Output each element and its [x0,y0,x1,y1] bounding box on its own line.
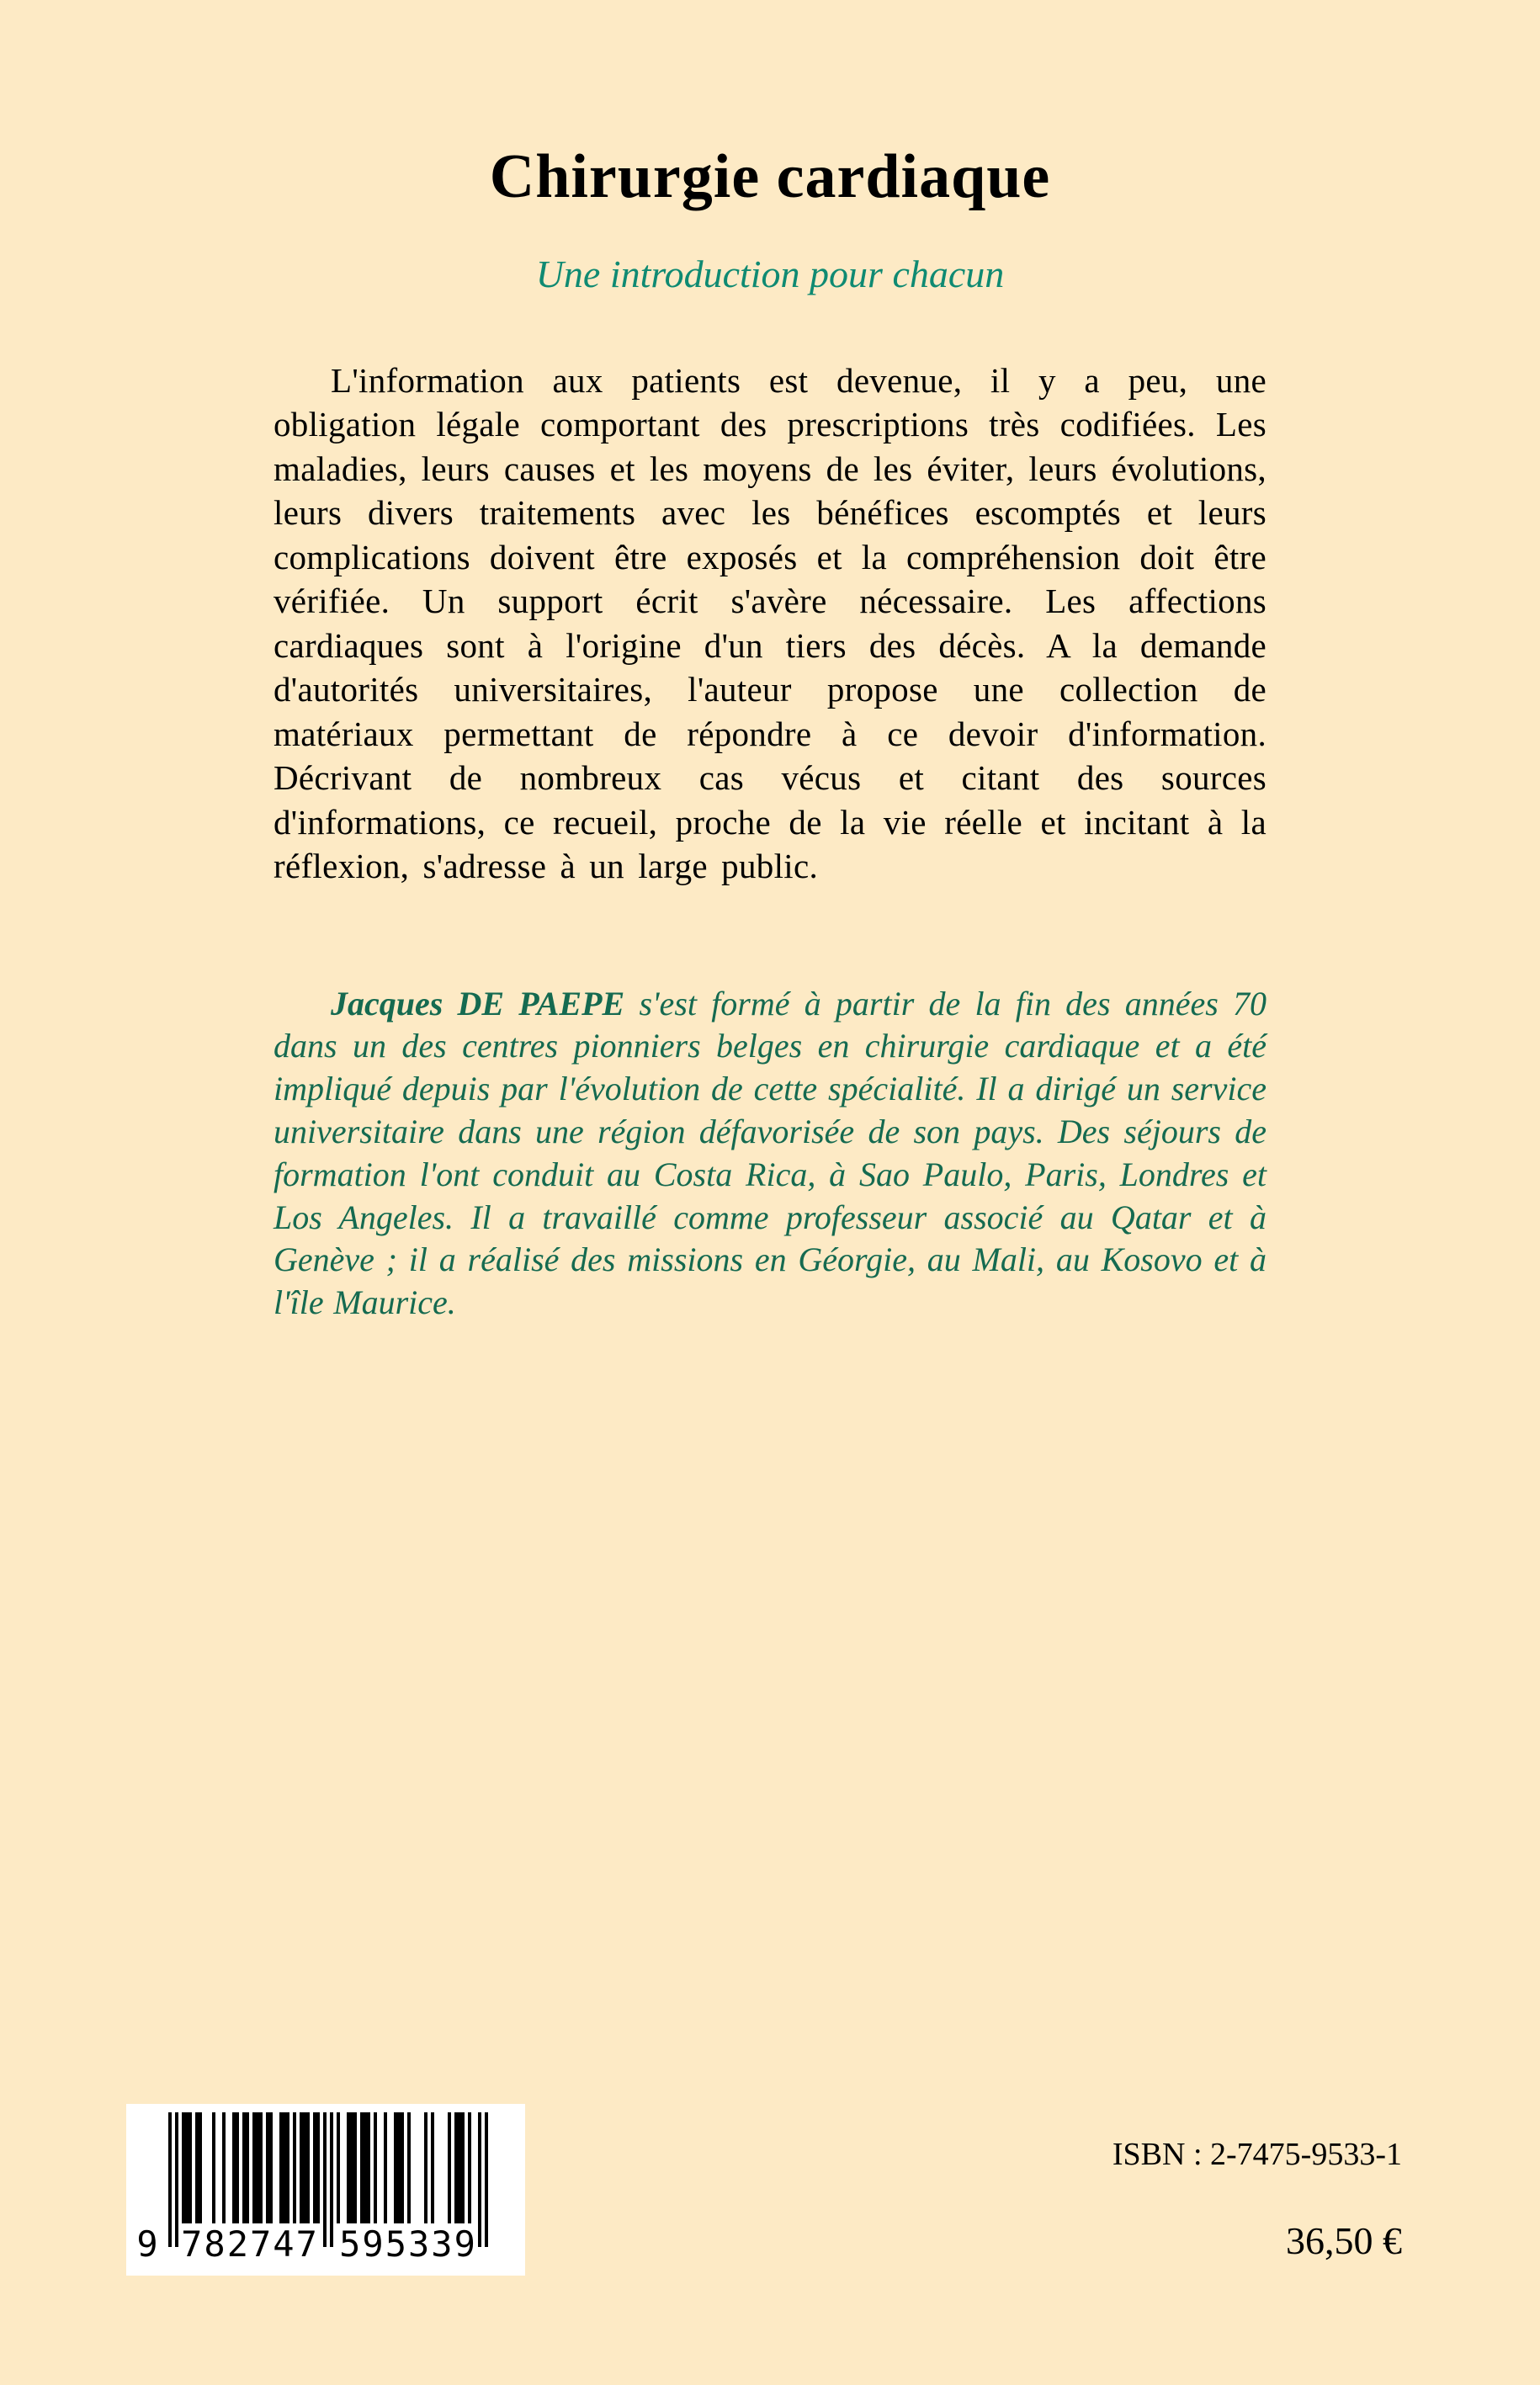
barcode-digit-group2: 595339 [339,2223,477,2265]
author-name: Jacques DE PAEPE [331,984,625,1023]
author-bio [273,983,1267,1325]
synopsis-paragraph: L'information aux patients est devenue, il y a peu, une obligation légale comportant des prescriptions très codifiées. Les maladies, leurs causes et les moyens de les éviter, leurs évolutions, leurs divers traitements avec les bénéfices escomptés et leurs complications doivent être exposés et la compréhension doit être vérifiée. Un support écrit s'avère nécessaire. Les affections cardiaques sont à l'origine d'un tiers des décès. A la demande d'autorités universitaires, l'auteur propose une collection de matériaux permettant de répondre à ce devoir d'information. Décrivant de nombreux cas vécus et citant des sources d'informations, ce recueil, proche de la vie réelle et incitant à la réflexion, s'adresse à un large public. [273,361,1267,886]
barcode-digit-group1: 782747 [181,2223,319,2265]
book-subtitle: Une introduction pour chacun [535,252,1005,295]
barcode-digit-lead: 9 [136,2223,158,2265]
cover-text-column [273,141,1267,1325]
book-title: Chirurgie cardiaque [489,142,1051,211]
price-text: 36,50 € [1286,2219,1402,2262]
bio-text: s'est formé à partir de la fin des années 70 dans un des centres pionniers belges en chirurgie cardiaque et a été impliqué depuis par l'évolution de cette spécialité. Il a dirigé un service universitaire dans une région défavorisée de son pays. Des séjours de formation l'ont conduit au Costa Rica, à Sao Paulo, Paris, Londres et Los Angeles. Il a travaillé comme professeur associé au Qatar et à Genève ; il a réalisé des missions en Géorgie, au Mali, au Kosovo et à l'île Maurice. [273,984,1267,1322]
isbn-text: ISBN : 2-7475-9533-1 [1112,2137,1402,2172]
barcode-digits [126,2223,525,2271]
barcode-panel [126,2104,525,2276]
